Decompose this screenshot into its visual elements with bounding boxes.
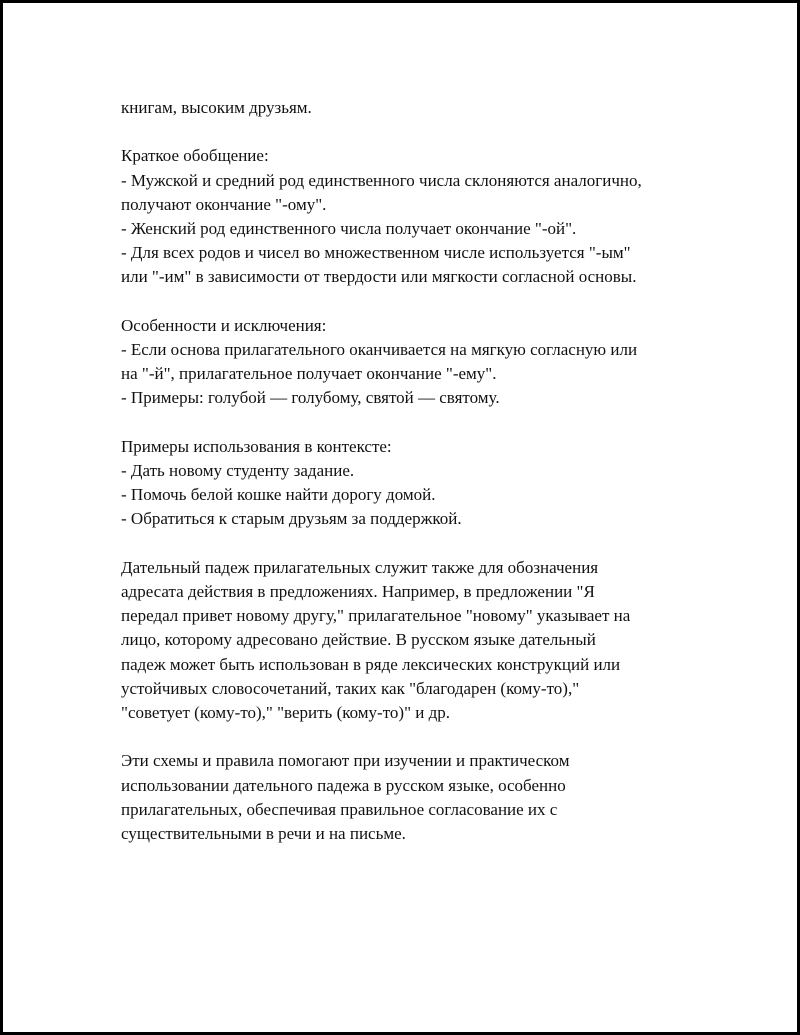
text-line: Особенности и исключения: xyxy=(121,315,327,335)
text-line: - Женский род единственного числа получает окончание "-ой". xyxy=(121,219,577,238)
paragraph-examples xyxy=(121,435,721,532)
text-line: "советует (кому-то)," "верить (кому-то)" и др. xyxy=(121,703,451,723)
paragraph-addressee xyxy=(121,556,721,725)
paragraph-conclusion xyxy=(121,749,721,846)
text-line: Эти схемы и правила помогают при изучении и практическом xyxy=(121,751,570,771)
text-line: - Дать новому студенту задание. xyxy=(121,461,355,480)
paragraph-summary xyxy=(121,144,721,289)
text-line: падеж может быть использован в ряде лексических конструкций или xyxy=(121,654,621,674)
text-line: лицо, которому адресовано действие. В русском языке дательный xyxy=(121,630,596,650)
text-line: Краткое обобщение: xyxy=(121,146,269,166)
text-line: Примеры использования в контексте: xyxy=(121,436,392,456)
text-line: книгам, высоким друзьям. xyxy=(121,98,312,117)
text-line: передал привет новому другу," прилагательное "новому" указывает на xyxy=(121,606,631,626)
text-line: на "-й", прилагательное получает окончание "-ему". xyxy=(121,364,497,384)
text-line: получают окончание "-ому". xyxy=(121,194,327,214)
text-line: - Примеры: голубой — голубому, святой — святому. xyxy=(121,388,500,408)
text-line: - Если основа прилагательного оканчивается на мягкую согласную или xyxy=(121,340,638,359)
paragraph-intro-tail xyxy=(121,96,721,120)
text-line: - Мужской и средний род единственного числа склоняются аналогично, xyxy=(121,170,642,190)
text-line: - Для всех родов и чисел во множественном числе используется "-ым" xyxy=(121,243,631,263)
text-line: или "-им" в зависимости от твердости или мягкости согласной основы. xyxy=(121,267,637,287)
document-body xyxy=(121,96,721,870)
text-line: использовании дательного падежа в русском языке, особенно xyxy=(121,775,566,795)
paragraph-exceptions xyxy=(121,314,721,411)
text-line: - Помочь белой кошке найти дорогу домой. xyxy=(121,485,436,505)
text-line: устойчивых словосочетаний, таких как "благодарен (кому-то)," xyxy=(121,678,580,698)
text-line: прилагательных, обеспечивая правильное согласование их с xyxy=(121,799,558,819)
text-line: существительными в речи и на письме. xyxy=(121,824,406,844)
text-line: - Обратиться к старым друзьям за поддержкой. xyxy=(121,509,462,529)
text-line: Дательный падеж прилагательных служит также для обозначения xyxy=(121,557,599,577)
text-line: адресата действия в предложениях. Например, в предложении "Я xyxy=(121,582,595,601)
